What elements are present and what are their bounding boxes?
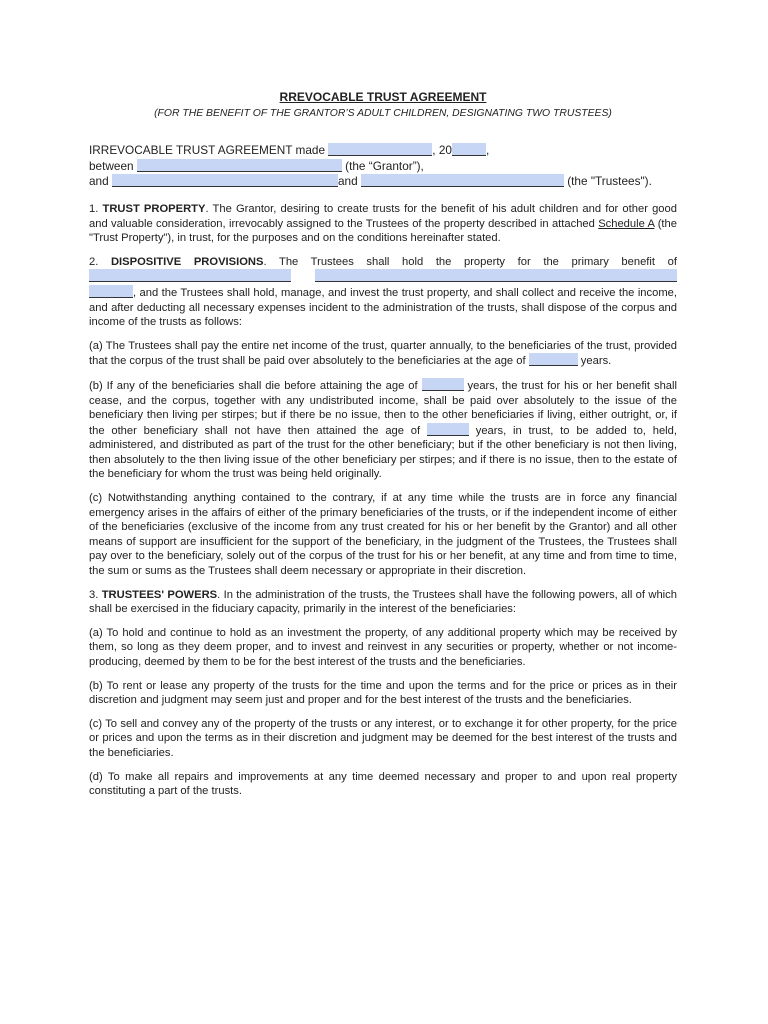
trustee-1-field[interactable] <box>112 174 338 187</box>
trustee-2-field[interactable] <box>361 174 564 187</box>
date-made-field[interactable] <box>328 143 432 156</box>
header-line-grantor: between (the “Grantor”), <box>89 158 424 173</box>
beneficiary-3-field[interactable] <box>89 285 133 298</box>
clause-3d: (d) To make all repairs and improvements at any time deemed necessary and proper to and upon real property constituting a part of the trusts. <box>89 770 677 798</box>
year-field[interactable] <box>452 143 486 156</box>
agreement-header <box>89 143 677 190</box>
section-heading: TRUSTEES' POWERS <box>101 588 218 601</box>
section-trustees-powers: 3. TRUSTEES' POWERS. In the administration of the trusts, the Trustees shall have the following powers, all of which shall be exercised in the fiduciary capacity, primarily in the interest of the beneficiaries: <box>89 588 677 616</box>
beneficiary-1-field[interactable] <box>89 269 291 282</box>
death-age-field[interactable] <box>422 378 464 391</box>
schedule-a-link: Schedule A <box>598 217 655 230</box>
payout-age-field[interactable] <box>529 353 578 366</box>
clause-2a: (a) The Trustees shall pay the entire net income of the trust, quarter annually, to the beneficiaries of the trust, provided that the corpus of the trust shall be paid over absolutely to the beneficiaries at the age of years. <box>89 339 677 368</box>
document-subtitle: (FOR THE BENEFIT OF THE GRANTOR’S ADULT CHILDREN, DESIGNATING TWO TRUSTEES) <box>154 107 612 119</box>
document-page <box>89 90 677 799</box>
section-heading: DISPOSITIVE PROVISIONS <box>110 255 264 268</box>
clause-3c: (c) To sell and convey any of the property of the trusts or any interest, or to exchange it for other property, for the price or prices and upon the terms as in their discretion and judgment may be deemed for the best interest of the trusts and the beneficiaries. <box>89 717 677 759</box>
clause-2b: (b) If any of the beneficiaries shall die before attaining the age of years, the trust for his or her benefit shall cease, and the corpus, together with any undistributed income, shall be paid over absolutely to the issue of the beneficiary then living per stirpes; but if there be no issue, then to the other beneficiaries if living, either outright, or, if the other beneficiary shall not have then attained the age of years, in trust, to be added to, held, administered, and distributed as part of the trust for the other beneficiary; but if the other beneficiary is not then living, then absolutely to the then living issue of the other beneficiary per stirpes; and if there is no issue, then to the estate of the beneficiary for whom the trust was being held originally. <box>89 379 677 481</box>
section-dispositive-provisions: 2. DISPOSITIVE PROVISIONS. The Trustees shall hold the property for the primary benefit of , and the Trustees shall hold, manage, and invest the trust property, and shall collect and receive the income, and after deducting all necessary expenses incident to the administration of the trusts, shall dispose of the corpus and income of the trusts as follows: <box>89 255 677 329</box>
grantor-name-field[interactable] <box>137 159 342 172</box>
section-trust-property: 1. TRUST PROPERTY. The Grantor, desiring to create trusts for the benefit of his adult children and for other good and valuable consideration, irrevocably assigned to the Trustees of the property described in attached Schedule A (the "Trust Property"), in trust, for the purposes and on the conditions hereinafter stated. <box>89 202 677 245</box>
document-title: RREVOCABLE TRUST AGREEMENT <box>279 90 487 104</box>
clause-3a: (a) To hold and continue to hold as an investment the property, of any additional property which may be received by them, so long as they deem proper, and to invest and reinvest in any securities or property, whether or not income-producing, deemed by them to be for the best interest of the trusts and the beneficiaries. <box>89 626 677 668</box>
section-heading: TRUST PROPERTY <box>102 202 206 215</box>
header-line-made: IRREVOCABLE TRUST AGREEMENT made , 20 , <box>89 143 490 158</box>
beneficiary-2-field[interactable] <box>315 269 677 282</box>
clause-2c: (c) Notwithstanding anything contained to the contrary, if at any time while the trusts are in force any financial emergency arises in the affairs of either of the primary beneficiaries of the trusts, or if the independent income of either of the beneficiaries (exclusive of the income from any trust created for his or her benefit by the Grantor) and all other means of support are insufficient for the support of the beneficiary, in the judgment of the Trustees, the Trustees shall pay over to the beneficiary, solely out of the corpus of the trust for his or her benefit, at any time and from time to time, the sum or sums as the Trustees shall deem necessary or appropriate in their discretion. <box>89 492 677 578</box>
other-beneficiary-age-field[interactable] <box>427 423 469 436</box>
clause-3b: (b) To rent or lease any property of the trusts for the time and upon the terms and for the price or prices as in their discretion and judgment may seem just and proper and for the best interest of the trusts and the beneficiaries. <box>89 679 677 707</box>
header-line-trustees: and and (the "Trustees"). <box>89 174 652 189</box>
